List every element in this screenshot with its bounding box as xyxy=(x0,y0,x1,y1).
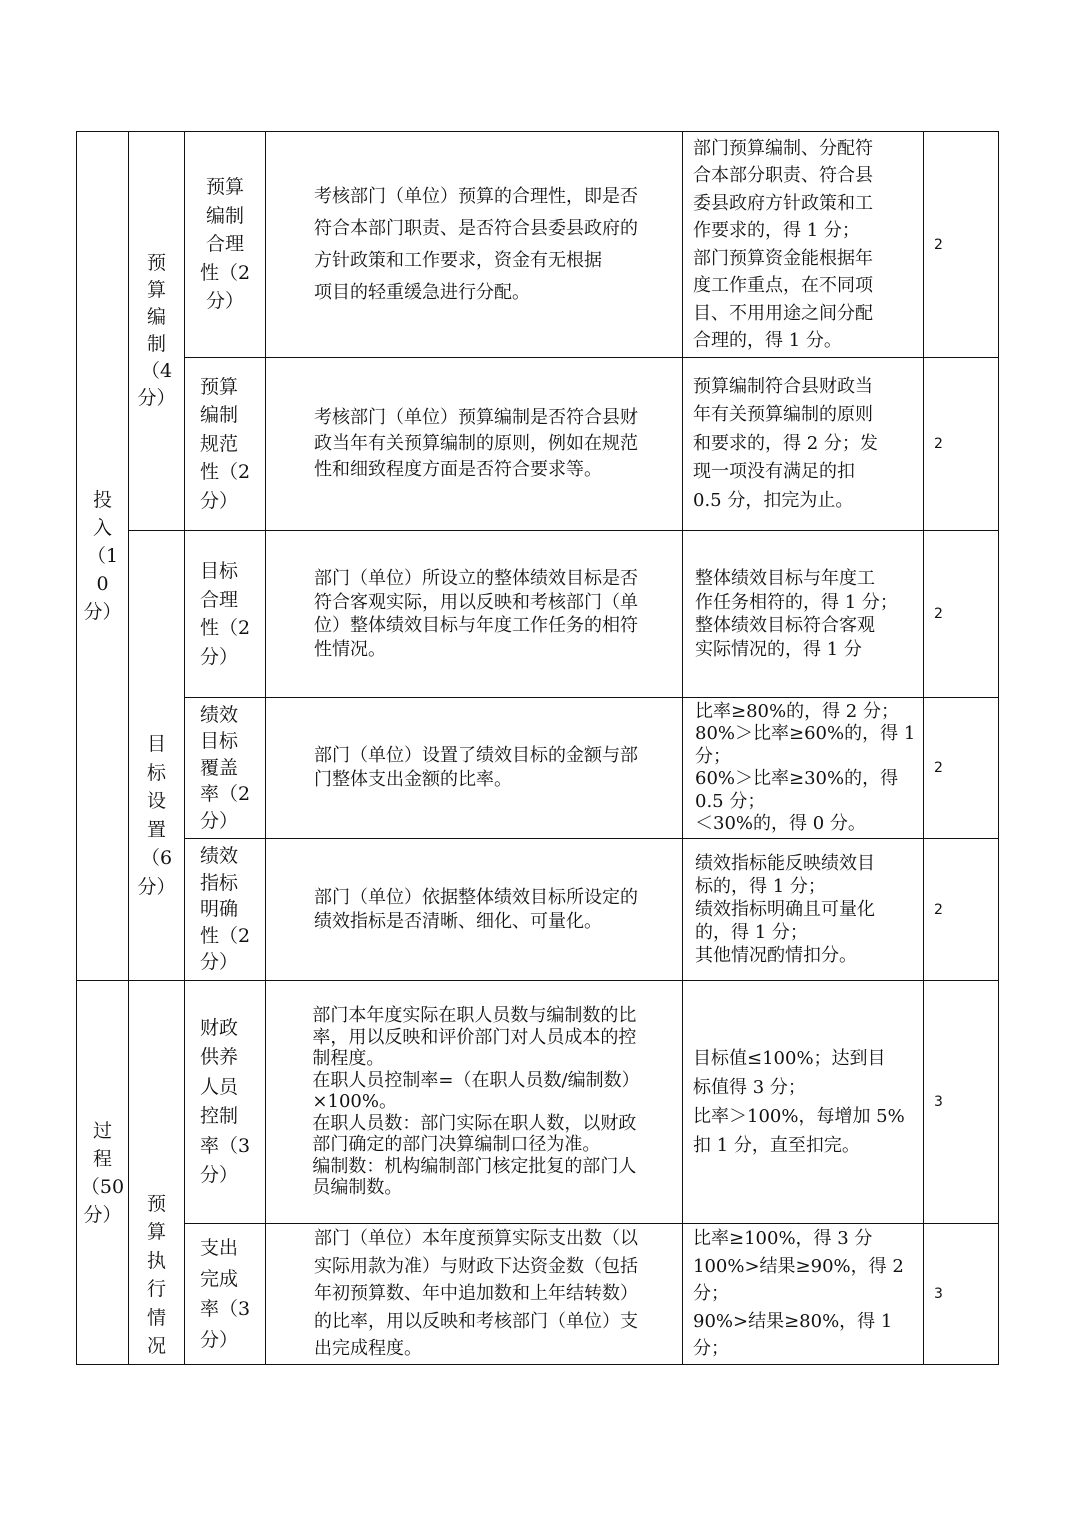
description-text: 部门（单位）所设立的整体绩效目标是否 符合客观实际，用以反映和考核部门（单 位）整体绩效目标与年度工作任务的相符 性情况。 xyxy=(314,568,638,660)
score-value: 2 xyxy=(934,901,943,918)
indicator-cell xyxy=(184,357,266,531)
score-cell xyxy=(923,357,999,531)
dimension-input-cell xyxy=(76,131,129,981)
criteria-text: 目标值≤100%；达到目 标值得 3 分； 比率＞100%，每增加 5% 扣 1 分，直至扣完。 xyxy=(693,1048,905,1156)
description-text: 考核部门（单位）预算编制是否符合县财 政当年有关预算编制的原则，例如在规范 性和细致程度方面是否符合要求等。 xyxy=(314,407,638,480)
dimension-process-label: 过 程 （50 分） xyxy=(80,1119,125,1226)
criteria-cell xyxy=(682,357,924,531)
description-text: 部门（单位）依据整体绩效目标所设定的 绩效指标是否清晰、细化、可量化。 xyxy=(314,886,638,932)
criteria-cell xyxy=(682,131,924,358)
indicator-cell xyxy=(184,980,266,1224)
subgroup-budget-execution-cell xyxy=(128,980,185,1365)
description-text: 部门（单位）设置了绩效目标的金额与部 门整体支出金额的比率。 xyxy=(314,745,638,790)
score-value: 3 xyxy=(934,1094,943,1110)
criteria-cell xyxy=(682,838,924,981)
indicator-label: 预算 编制 规范 性（2 分） xyxy=(199,375,251,512)
score-cell xyxy=(923,131,999,358)
description-text: 部门（单位）本年度预算实际支出数（以 实际用款为准）与财政下达资金数（包括 年初预算数、年中追加数和上年结转数） 的比率，用以反映和考核部门（单位）支 出完成程度。 xyxy=(314,1228,638,1360)
indicator-cell xyxy=(184,1223,266,1365)
description-cell xyxy=(265,980,683,1224)
criteria-text: 部门预算编制、分配符 合本部分职责、符合县 委县政府方针政策和工 作要求的，得 1 分； 部门预算资金能根据年 度工作重点，在不同项 目、不用用途之间分配 合理的，得 1 分。 xyxy=(693,137,873,351)
indicator-label: 财政 供养 人员 控制 率（3 分） xyxy=(199,1016,251,1186)
indicator-cell xyxy=(184,131,266,358)
criteria-text: 比率≥100%，得 3 分 100%>结果≥90%，得 2 分； 90%>结果≥80%，得 1 分； xyxy=(693,1228,904,1360)
description-cell xyxy=(265,357,683,531)
indicator-label: 目标 合理 性（2 分） xyxy=(199,560,251,668)
indicator-cell xyxy=(184,697,266,839)
score-value: 2 xyxy=(934,236,943,253)
description-cell xyxy=(265,1223,683,1365)
description-text: 考核部门（单位）预算的合理性，即是否 符合本部门职责、是否符合县委县政府的 方针政策和工作要求，资金有无根据 项目的轻重缓急进行分配。 xyxy=(314,185,638,303)
description-cell xyxy=(265,697,683,839)
description-cell xyxy=(265,131,683,358)
score-cell xyxy=(923,980,999,1224)
indicator-cell xyxy=(184,838,266,981)
criteria-cell xyxy=(682,530,924,698)
score-cell xyxy=(923,697,999,839)
subgroup-target-setting-label: 目 标 设 置 （6 分） xyxy=(137,733,176,898)
subgroup-budget-prep-cell xyxy=(128,131,185,531)
score-cell xyxy=(923,838,999,981)
indicator-label: 绩效 指标 明确 性（2 分） xyxy=(199,845,251,974)
score-value: 3 xyxy=(934,1286,943,1302)
criteria-cell xyxy=(682,1223,924,1365)
criteria-text: 绩效指标能反映绩效目 标的，得 1 分； 绩效指标明确且可量化 的，得 1 分； 其他情况酌情扣分。 xyxy=(695,853,875,966)
score-value: 2 xyxy=(934,760,943,776)
indicator-label: 支出 完成 率（3 分） xyxy=(199,1237,251,1351)
indicator-label: 绩效 目标 覆盖 率（2 分） xyxy=(199,703,251,832)
dimension-input-label: 投 入 （1 0 分） xyxy=(83,489,122,623)
criteria-text: 比率≥80%的，得 2 分； 80%＞比率≥60%的，得 1 分； 60%＞比率≥30%的，得 0.5 分； ＜30%的，得 0 分。 xyxy=(695,700,916,834)
subgroup-target-setting-cell xyxy=(128,530,185,981)
indicator-cell xyxy=(184,530,266,698)
criteria-cell xyxy=(682,980,924,1224)
dimension-process-cell xyxy=(76,980,129,1365)
criteria-text: 整体绩效目标与年度工 作任务相符的，得 1 分； 整体绩效目标符合客观 实际情况的，得 1 分 xyxy=(695,568,898,660)
description-cell xyxy=(265,838,683,981)
subgroup-budget-prep-label: 预 算 编 制 （4 分） xyxy=(137,252,176,409)
score-cell xyxy=(923,530,999,698)
criteria-text: 预算编制符合县财政当 年有关预算编制的原则 和要求的，得 2 分；发 现一项没有满足的扣 0.5 分，扣完为止。 xyxy=(693,375,878,511)
criteria-cell xyxy=(682,697,924,839)
score-value: 2 xyxy=(934,436,943,452)
description-cell xyxy=(265,530,683,698)
subgroup-budget-execution-label: 预 算 执 行 情 况 xyxy=(146,1192,166,1357)
indicator-label: 预算 编制 合理 性（2 分） xyxy=(199,176,251,313)
score-cell xyxy=(923,1223,999,1365)
score-value: 2 xyxy=(934,606,943,622)
description-text: 部门本年度实际在职人员数与编制数的比 率，用以反映和评价部门对人员成本的控 制程度。 在职人员控制率=（在职人员数/编制数） ×100%。 在职人员数：部门实际在职人数，以财政 部门确定的部门决算编制口径为准。 编制数：机构编制部门核定批复的部门人 员编制数。 xyxy=(312,1005,640,1199)
